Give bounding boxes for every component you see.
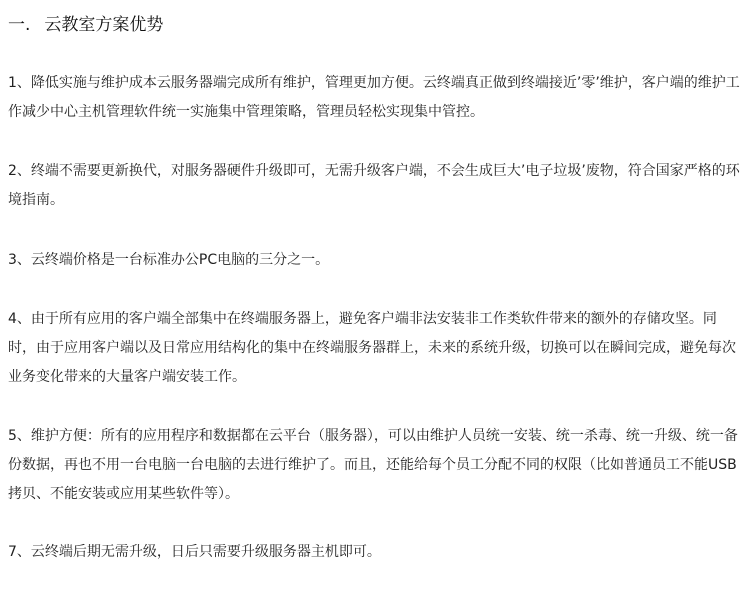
section-heading — [8, 12, 163, 38]
paragraph-7-no-upgrade: 7、云终端后期无需升级，日后只需要升级服务器主机即可。 — [8, 544, 381, 560]
section-number: 一. — [8, 15, 31, 35]
paragraph-1-cost: 1、降低实施与维护成本云服务器端完成所有维护，管理更加方便。云终端真正做到终端接近’零’维护，客户端的维护工作减少中心主机管理软件统一实施集中管理策略，管理员轻松实现集中管控。 — [8, 75, 740, 120]
paragraph-2-upgrade: 2、终端不需要更新换代，对服务器硬件升级即可，无需升级客户端，不会生成巨大’电子垃圾’废物，符合国家严格的环境指南。 — [8, 163, 740, 208]
paragraph-5-maintenance: 5、维护方便：所有的应用程序和数据都在云平台（服务器），可以由维护人员统一安装、统一杀毒、统一升级、统一备份数据，再也不用一台电脑一台电脑的去进行维护了。而且，还能给每个员工分配不同的权限（比如普通员工不能USB拷贝、不能安装或应用某些软件等）。 — [8, 428, 738, 502]
section-title: 云教室方案优势 — [44, 15, 164, 35]
paragraph-3-price: 3、云终端价格是一台标准办公PC电脑的三分之一。 — [8, 252, 330, 268]
paragraph-4-centralized: 4、由于所有应用的客户端全部集中在终端服务器上，避免客户端非法安装非工作类软件带来的额外的存储攻坚。同时，由于应用客户端以及日常应用结构化的集中在终端服务器群上，未来的系统升级，切换可以在瞬间完成，避免每次业务变化带来的大量客户端安装工作。 — [8, 311, 736, 385]
